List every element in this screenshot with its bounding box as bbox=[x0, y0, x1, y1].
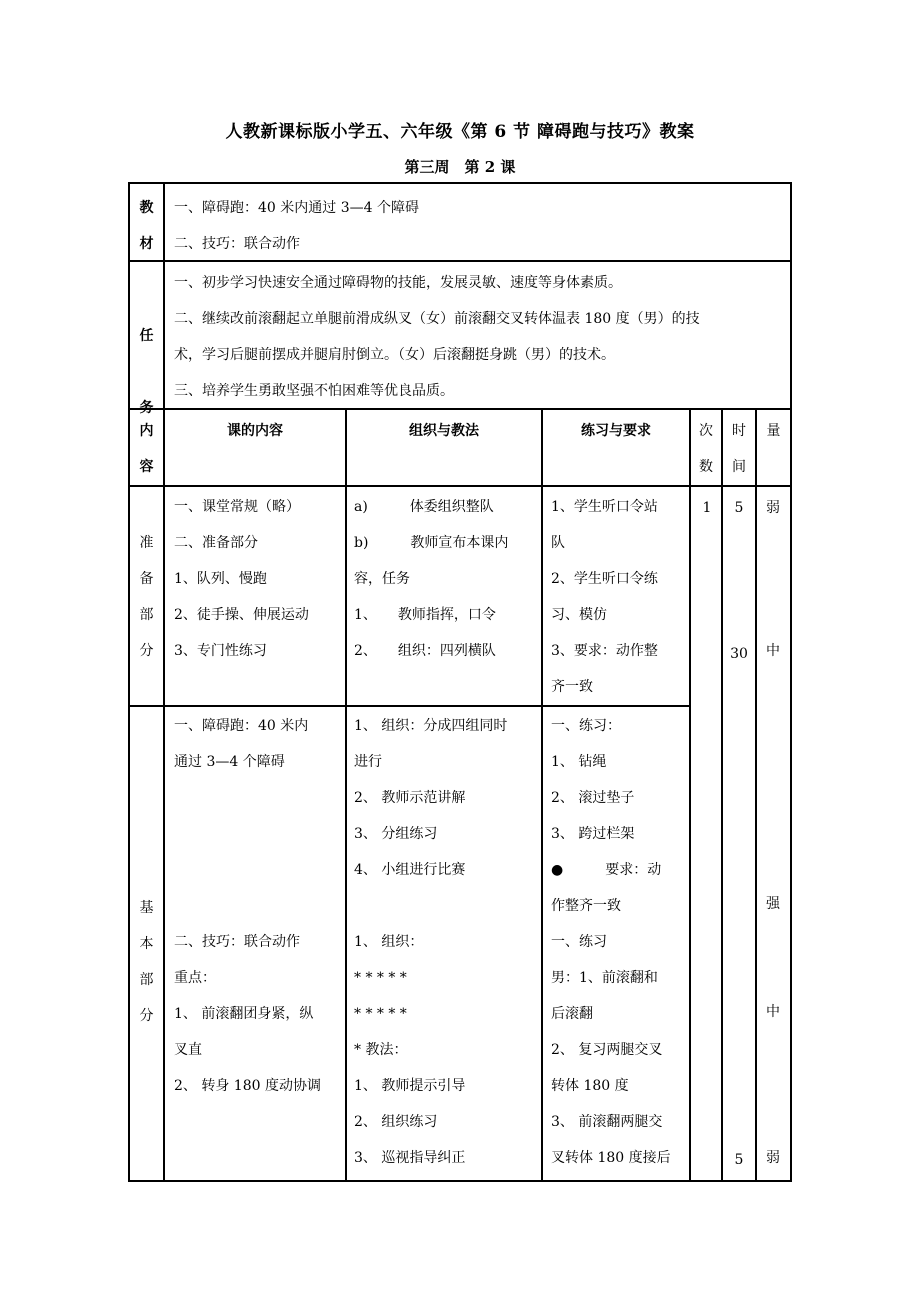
prep-content: 一、课堂常规（略） 二、准备部分 1、队列、慢跑 2、徒手操、伸展运动 3、专门性练习 bbox=[174, 499, 309, 659]
load-weak-2: 弱 bbox=[766, 1150, 780, 1166]
col-divider-organization bbox=[541, 408, 543, 1182]
load-medium-2: 中 bbox=[766, 1004, 780, 1020]
prep-label: 准 备 部 分 bbox=[139, 535, 154, 659]
col-divider-practice bbox=[689, 408, 691, 1182]
header-content: 课的内容 bbox=[227, 423, 283, 439]
header-load: 量 bbox=[766, 423, 781, 439]
duration-start: 5 bbox=[734, 500, 744, 516]
header-section: 内 容 bbox=[139, 423, 154, 475]
tasks-text: 一、初步学习快速安全通过障碍物的技能，发展灵敏、速度等身体素质。 二、继续改前滚翻起立单腿前滑成纵叉（女）前滚翻交叉转体温表 180 度（男）的技 术，学习后腿前摆成并腿肩肘倒立。（女）后滚翻挺身跳（男）的技术。 三、培养学生勇敢坚强不怕困难等优良品质。 bbox=[174, 275, 700, 399]
materials-label: 教 材 bbox=[139, 200, 154, 252]
row-divider-prep bbox=[128, 705, 691, 707]
tasks-label: 任 务 bbox=[139, 328, 154, 416]
main-organization: 1、 组织：分成四组同时 进行 2、 教师示范讲解 3、 分组练习 4、 小组进行比赛 1、 组织： * * * * * * * * * * * 教法： 1、 教师提示引导 2、 组织练习 3、 巡视指导纠正 bbox=[354, 718, 508, 1166]
materials-text: 一、障碍跑：40 米内通过 3—4 个障碍 二、技巧：联合动作 bbox=[174, 200, 419, 252]
times-value: 1 bbox=[702, 500, 712, 516]
main-label: 基 本 部 分 bbox=[139, 900, 154, 1024]
lesson-subtitle: 第三周 第 2 课 bbox=[404, 158, 516, 176]
col-divider-times bbox=[721, 408, 723, 1182]
header-times: 次 数 bbox=[699, 423, 713, 475]
duration-end: 5 bbox=[734, 1152, 744, 1168]
document-title: 人教新课标版小学五、六年级《第 6 节 障碍跑与技巧》教案 bbox=[225, 122, 695, 142]
header-practice: 练习与要求 bbox=[581, 423, 651, 439]
load-medium: 中 bbox=[766, 643, 780, 659]
col-divider-label bbox=[163, 182, 165, 1182]
col-divider-content bbox=[345, 408, 347, 1182]
duration-mid: 30 bbox=[730, 646, 748, 662]
prep-practice: 1、学生听口令站 队 2、学生听口令练 习、模仿 3、要求：动作整 齐一致 bbox=[551, 499, 658, 695]
prep-organization: a) 体委组织整队 b) 教师宣布本课内 容，任务 1、 教师指挥，口令 2、 组织：四列横队 bbox=[354, 499, 509, 659]
header-organization: 组织与教法 bbox=[409, 423, 479, 439]
row-divider-header bbox=[128, 485, 792, 487]
col-divider-duration bbox=[755, 408, 757, 1182]
main-practice: 一、练习： 1、 钻绳 2、 滚过垫子 3、 跨过栏架 ● 要求：动 作整齐一致 一、练习 男：1、前滚翻和 后滚翻 2、 复习两腿交叉 转体 180 度 3、 前滚翻两腿交 叉转体 180 度接后 bbox=[551, 718, 671, 1166]
main-content: 一、障碍跑：40 米内 通过 3—4 个障碍 二、技巧：联合动作 重点： 1、 前滚翻团身紧，纵 叉直 2、 转身 180 度动协调 bbox=[174, 718, 321, 1094]
load-weak: 弱 bbox=[766, 500, 780, 516]
load-strong: 强 bbox=[766, 896, 780, 912]
header-duration: 时 间 bbox=[732, 423, 746, 475]
